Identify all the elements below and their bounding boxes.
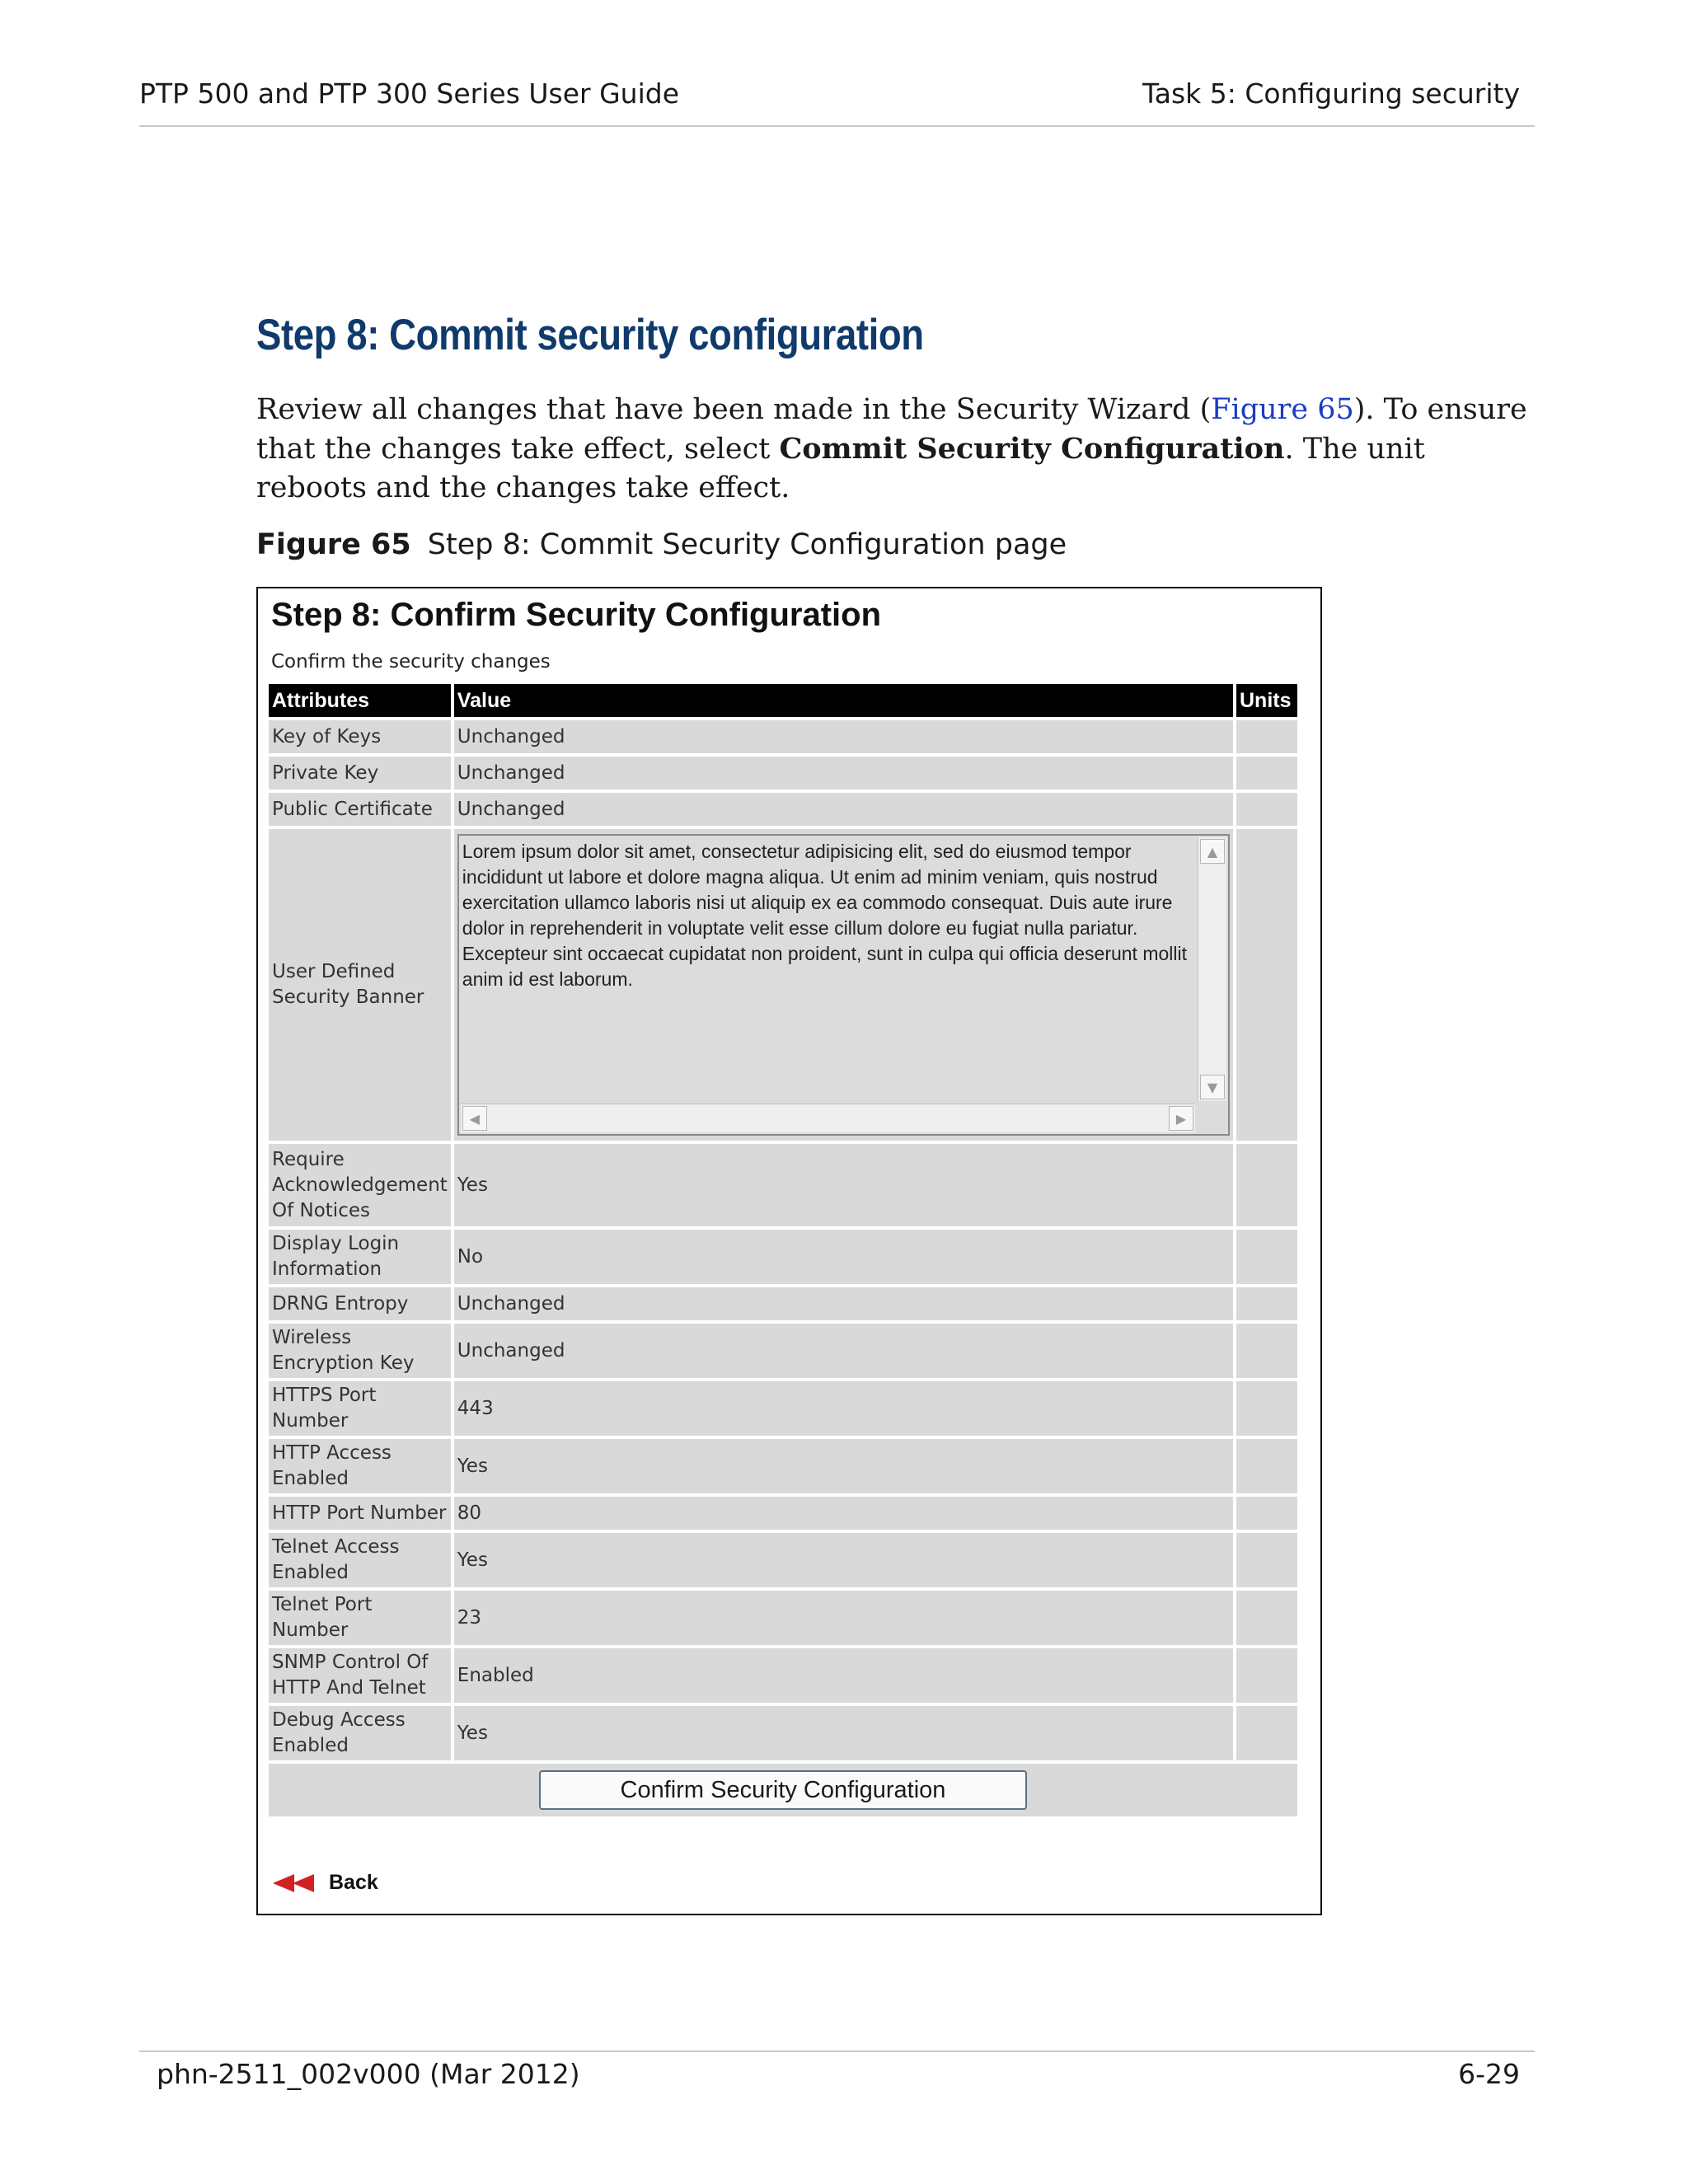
figure-label: Figure 65 bbox=[256, 528, 411, 561]
attribute-cell: Wireless Encryption Key bbox=[269, 1324, 451, 1378]
value-cell: 443 bbox=[454, 1381, 1233, 1436]
document-title: PTP 500 and PTP 300 Series User Guide bbox=[139, 77, 680, 110]
figure-link[interactable]: Figure 65 bbox=[1211, 393, 1354, 426]
value-cell: No bbox=[454, 1230, 1233, 1284]
table-row bbox=[269, 757, 1297, 790]
units-cell bbox=[1236, 720, 1297, 753]
figure-caption bbox=[256, 528, 1067, 561]
back-label: Back bbox=[329, 1871, 378, 1894]
attribute-cell: User Defined Security Banner bbox=[269, 829, 451, 1141]
units-cell bbox=[1236, 1591, 1297, 1645]
units-cell bbox=[1236, 1381, 1297, 1436]
units-cell bbox=[1236, 1497, 1297, 1530]
paragraph-text: ). To ensure that the changes take effect, select bbox=[256, 393, 1527, 466]
table-row bbox=[269, 1324, 1297, 1378]
units-cell bbox=[1236, 829, 1297, 1141]
chapter-title: Task 5: Configuring security bbox=[1142, 77, 1520, 110]
table-row bbox=[269, 1706, 1297, 1760]
column-header-units: Units bbox=[1236, 684, 1297, 717]
table-row bbox=[269, 1230, 1297, 1284]
security-banner-textarea[interactable] bbox=[457, 834, 1230, 1136]
units-cell bbox=[1236, 793, 1297, 826]
table-row bbox=[269, 1144, 1297, 1226]
value-cell: 80 bbox=[454, 1497, 1233, 1530]
units-cell bbox=[1236, 1439, 1297, 1493]
attribute-cell: Public Certificate bbox=[269, 793, 451, 826]
header-rule bbox=[139, 125, 1535, 127]
back-link[interactable] bbox=[273, 1871, 378, 1895]
value-cell: Unchanged bbox=[454, 720, 1233, 753]
screenshot-frame bbox=[256, 587, 1322, 1915]
value-cell: Yes bbox=[454, 1706, 1233, 1760]
value-cell: Yes bbox=[454, 1144, 1233, 1226]
document-id: phn-2511_002v000 (Mar 2012) bbox=[157, 2058, 580, 2090]
table-row bbox=[269, 1533, 1297, 1587]
table-row bbox=[269, 1497, 1297, 1530]
attribute-cell: Require Acknowledgement Of Notices bbox=[269, 1144, 451, 1226]
value-cell: Yes bbox=[454, 1533, 1233, 1587]
scroll-up-icon[interactable]: ▲ bbox=[1200, 839, 1225, 864]
table-row bbox=[269, 1287, 1297, 1320]
units-cell bbox=[1236, 1144, 1297, 1226]
attribute-cell: SNMP Control Of HTTP And Telnet bbox=[269, 1648, 451, 1703]
footer-rule bbox=[139, 2050, 1535, 2052]
value-cell: Yes bbox=[454, 1439, 1233, 1493]
attribute-cell: HTTP Port Number bbox=[269, 1497, 451, 1530]
attribute-cell: Display Login Information bbox=[269, 1230, 451, 1284]
value-cell bbox=[454, 829, 1233, 1141]
running-header bbox=[139, 77, 1520, 110]
page-subtitle: Confirm the security changes bbox=[271, 651, 551, 673]
value-cell: Unchanged bbox=[454, 1287, 1233, 1320]
horizontal-scrollbar[interactable] bbox=[461, 1104, 1195, 1132]
attribute-cell: HTTP Access Enabled bbox=[269, 1439, 451, 1493]
units-cell bbox=[1236, 1706, 1297, 1760]
scroll-right-icon[interactable]: ▶ bbox=[1169, 1106, 1193, 1131]
vertical-scrollbar[interactable] bbox=[1198, 837, 1226, 1101]
section-heading: Step 8: Commit security configuration bbox=[256, 311, 924, 359]
table-row bbox=[269, 1591, 1297, 1645]
value-cell: Enabled bbox=[454, 1648, 1233, 1703]
units-cell bbox=[1236, 1230, 1297, 1284]
table-row-banner bbox=[269, 829, 1297, 1141]
value-cell: Unchanged bbox=[454, 757, 1233, 790]
table-row bbox=[269, 720, 1297, 753]
table-row bbox=[269, 1381, 1297, 1436]
page-number: 6-29 bbox=[1458, 2058, 1520, 2090]
units-cell bbox=[1236, 757, 1297, 790]
table-row bbox=[269, 793, 1297, 826]
value-cell: 23 bbox=[454, 1591, 1233, 1645]
table-row bbox=[269, 1648, 1297, 1703]
table-row bbox=[269, 1439, 1297, 1493]
figure-caption-text: Step 8: Commit Security Configuration page bbox=[427, 528, 1067, 561]
paragraph-text: Review all changes that have been made in the Security Wizard ( bbox=[256, 393, 1212, 426]
column-header-attributes: Attributes bbox=[269, 684, 451, 717]
value-cell: Unchanged bbox=[454, 1324, 1233, 1378]
attribute-cell: DRNG Entropy bbox=[269, 1287, 451, 1320]
attribute-cell: HTTPS Port Number bbox=[269, 1381, 451, 1436]
attribute-cell: Telnet Port Number bbox=[269, 1591, 451, 1645]
confirm-security-configuration-button[interactable]: Confirm Security Configuration bbox=[539, 1770, 1027, 1810]
attribute-cell: Key of Keys bbox=[269, 720, 451, 753]
double-left-arrow-icon bbox=[273, 1872, 317, 1894]
units-cell bbox=[1236, 1324, 1297, 1378]
scroll-left-icon[interactable]: ◀ bbox=[462, 1106, 487, 1131]
page-title: Step 8: Confirm Security Configuration bbox=[271, 597, 882, 633]
section-paragraph bbox=[256, 391, 1542, 508]
paragraph-bold-text: Commit Security Configuration bbox=[779, 432, 1285, 466]
units-cell bbox=[1236, 1648, 1297, 1703]
value-cell: Unchanged bbox=[454, 793, 1233, 826]
attribute-cell: Telnet Access Enabled bbox=[269, 1533, 451, 1587]
scroll-down-icon[interactable]: ▼ bbox=[1200, 1075, 1225, 1099]
column-header-value: Value bbox=[454, 684, 1233, 717]
security-config-table bbox=[265, 681, 1301, 1820]
units-cell bbox=[1236, 1533, 1297, 1587]
table-header-row bbox=[269, 684, 1297, 717]
confirm-row bbox=[269, 1764, 1297, 1816]
units-cell bbox=[1236, 1287, 1297, 1320]
paragraph-text: . The unit reboots and the changes take effect. bbox=[256, 433, 1425, 504]
attribute-cell: Private Key bbox=[269, 757, 451, 790]
attribute-cell: Debug Access Enabled bbox=[269, 1706, 451, 1760]
banner-text: Lorem ipsum dolor sit amet, consectetur adipisicing elit, sed do eiusmod tempor incididunt ut labore et dolore magna aliqua. Ut enim ad minim veniam, quis nostrud exercitation ullamco laboris nisi ut aliquip ex ea commodo consequat. Duis aute irure dolor in reprehenderit in voluptate velit esse cillum dolore eu fugiat nulla pariatur. Excepteur sint occaecat cupidatat non proident, sunt in culpa qui officia deserunt mollit anim id est laborum. bbox=[462, 841, 1188, 990]
running-footer bbox=[157, 2058, 1520, 2090]
confirm-cell bbox=[269, 1764, 1297, 1816]
